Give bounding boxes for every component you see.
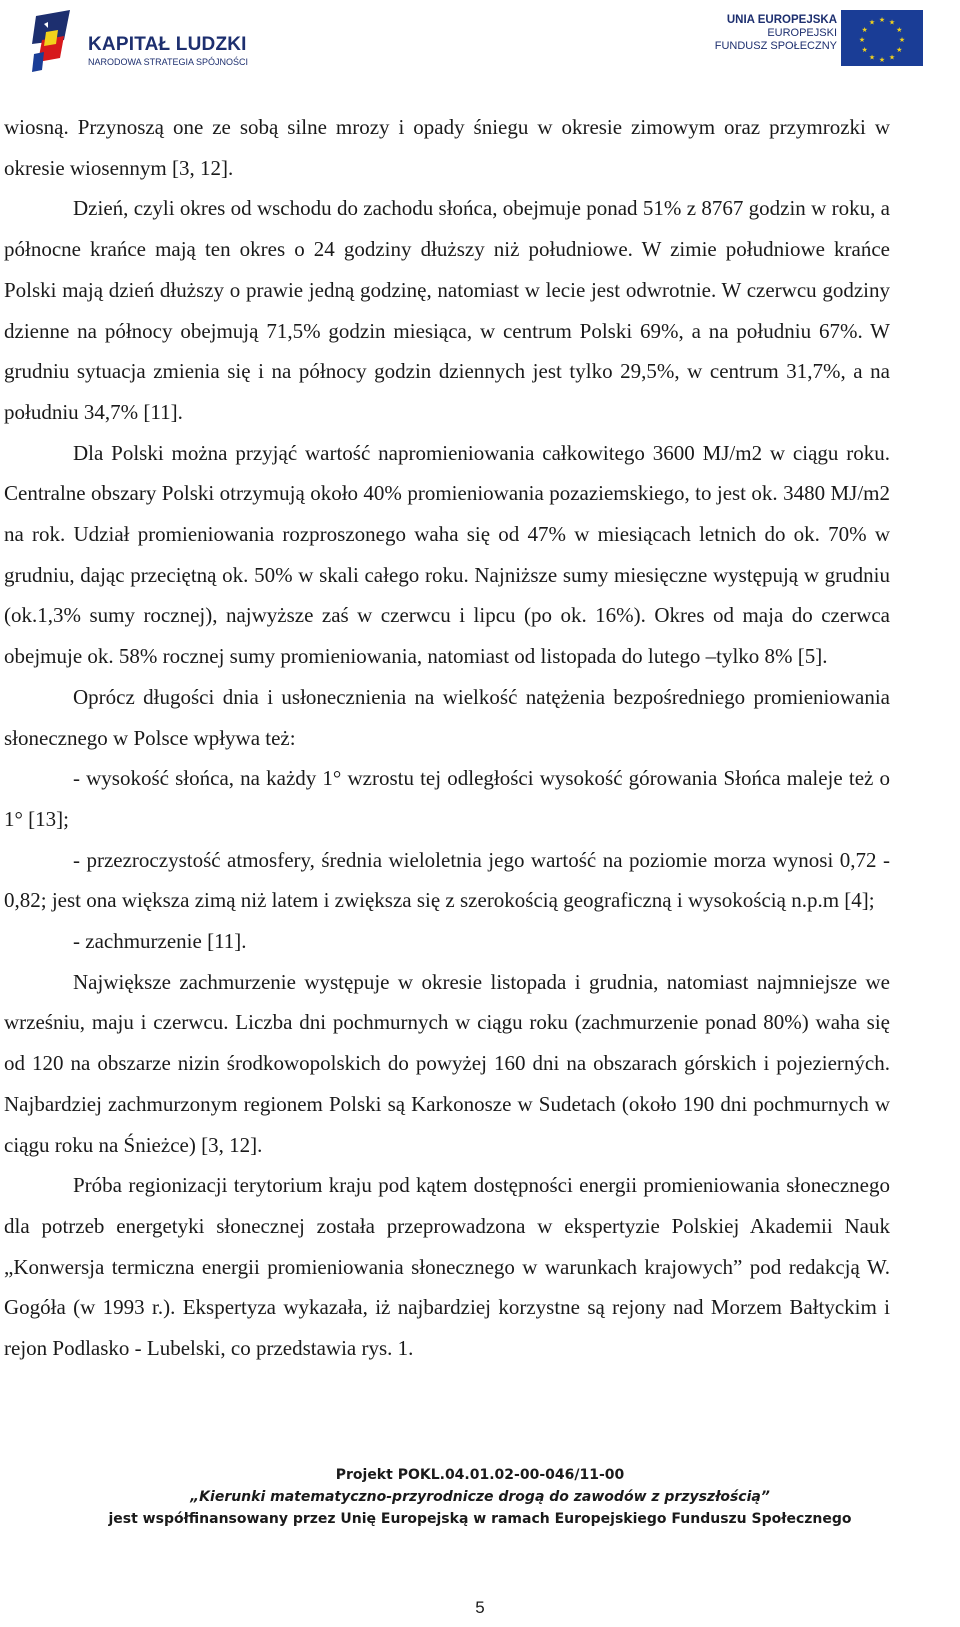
list-item-transparency: - przezroczystość atmosfery, średnia wieloletnia jego wartość na poziomie morza wynosi 0,72 - 0,82; jest ona większa zimą niż latem i zwiększa się z szerokością geograficzną i wysokością n.p.m [4]; [4, 847, 890, 913]
paragraph-continuation: wiosną. Przynoszą one ze sobą silne mrozy i opady śniegu w okresie zimowym oraz przymrozki w okresie wiosennym [3, 12]. [4, 115, 890, 180]
kapital-ludzki-title: KAPITAŁ LUDZKI [88, 34, 247, 55]
paragraph-irradiation: Dla Polski można przyjąć wartość napromieniowania całkowitego 3600 MJ/m2 w ciągu roku. Centralne obszary Polski otrzymują około 40% promieniowania pozaziemskiego, to jest ok. 3480 MJ/m2 na rok. Udział promieniowania rozproszonego waha się od 47% w miesiącach letnich do ok. 70% w grudniu, dając przeciętną ok. 50% w skali całego roku. Najniższe sumy miesięczne występują w grudniu (ok.1,3% sumy rocznej), najwyższe zaś w czerwcu i lipcu (po ok. 16%). Okres od maja do czerwca obejmuje ok. 58% rocznej sumy promieniowania, natomiast od listopada do lutego –tylko 8% [5]. [4, 440, 890, 669]
svg-text:★: ★ [878, 16, 886, 24]
page-number: 5 [475, 1598, 485, 1617]
page-header [0, 0, 960, 80]
svg-text:★: ★ [858, 36, 866, 44]
paragraph-factors-intro: Oprócz długości dnia i usłonecznienia na wielkość natężenia bezpośredniego promieniowania słonecznego w Polsce wpływa też: [4, 684, 890, 750]
eu-logo-text [715, 14, 837, 52]
kapital-ludzki-logo [30, 10, 260, 72]
svg-text:★: ★ [861, 46, 868, 54]
eu-logo-line2: EUROPEJSKI [767, 27, 837, 39]
svg-text:★: ★ [868, 18, 876, 27]
paragraph-regionalization: Próba regionizacji terytorium kraju pod kątem dostępności energii promieniowania słonecznego dla potrzeb energetyki słonecznej została przeprowadzona w ekspertyzie Polskiej Akademii Nauk „Konwersja termiczna energii promieniowania słonecznego w warunkach krajowych” pod redakcją W. Gogóła (w 1993 r.). Ekspertyza wykazała, iż najbardziej korzystne są rejony nad Morzem Bałtyckim i rejon Podlasko - Lubelski, co przedstawia rys. 1. [4, 1173, 890, 1361]
page-footer [0, 1464, 960, 1530]
kapital-ludzki-subtitle: NARODOWA STRATEGIA SPÓJNOŚCI [88, 57, 249, 67]
eu-logo [705, 6, 935, 66]
eu-logo-line3: FUNDUSZ SPOŁECZNY [714, 39, 837, 52]
kapital-ludzki-emblem-icon [30, 10, 78, 72]
svg-text:★: ★ [888, 53, 896, 62]
svg-text:★: ★ [888, 18, 896, 27]
svg-text:★: ★ [896, 46, 903, 54]
list-item-cloudiness: - zachmurzenie [11]. [73, 929, 247, 954]
eu-flag-icon [841, 10, 923, 66]
svg-text:★: ★ [896, 26, 903, 34]
svg-text:★: ★ [878, 56, 886, 64]
footer-project-title: „Kierunki matematyczno-przyrodnicze drogą do zawodów z przyszłością” [190, 1489, 770, 1505]
paragraph-day-length: Dzień, czyli okres od wschodu do zachodu słońca, obejmuje ponad 51% z 8767 godzin w roku, a północne krańce mają ten okres o 24 godziny dłuższy niż południowe. W zimie południowe krańce Polski mają dzień dłuższy o prawie jedną godzinę, natomiast w lecie jest odwrotnie. W czerwcu godziny dzienne na północy obejmują 71,5% godzin miesiąca, w centrum Polski 69%, a na południu 67%. W grudniu sytuacja zmienia się i na północy godzin dziennych jest tylko 29,5%, w centrum 31,7%, a na południu 34,7% [11]. [4, 196, 890, 424]
footer-project-number: Projekt POKL.04.01.02-00-046/11-00 [335, 1467, 625, 1483]
document-body [4, 107, 890, 1369]
footer-funding-note: jest współfinansowany przez Unię Europejską w ramach Europejskiego Funduszu Społecznego [108, 1511, 852, 1527]
paragraph-cloudiness: Największe zachmurzenie występuje w okresie listopada i grudnia, natomiast najmniejsze we wrześniu, maju i czerwcu. Liczba dni pochmurnych w ciągu roku (zachmurzenie ponad 80%) waha się od 120 na obszarze nizin środkowopolskich do powyżej 160 dni na obszarach górskich i pojezierných. Najbardziej zachmurzonym regionem Polski są Karkonosze w Sudetach (około 190 dni pochmurnych w ciągu roku na Śnieżce) [3, 12]. [4, 969, 890, 1157]
list-item-sun-height: - wysokość słońca, na każdy 1° wzrostu tej odległości wysokość górowania Słońca maleje też o 1° [13]; [4, 766, 890, 831]
svg-text:★: ★ [898, 36, 906, 44]
eu-logo-line1: UNIA EUROPEJSKA [726, 14, 837, 26]
svg-text:★: ★ [868, 53, 876, 62]
svg-text:★: ★ [861, 26, 868, 34]
